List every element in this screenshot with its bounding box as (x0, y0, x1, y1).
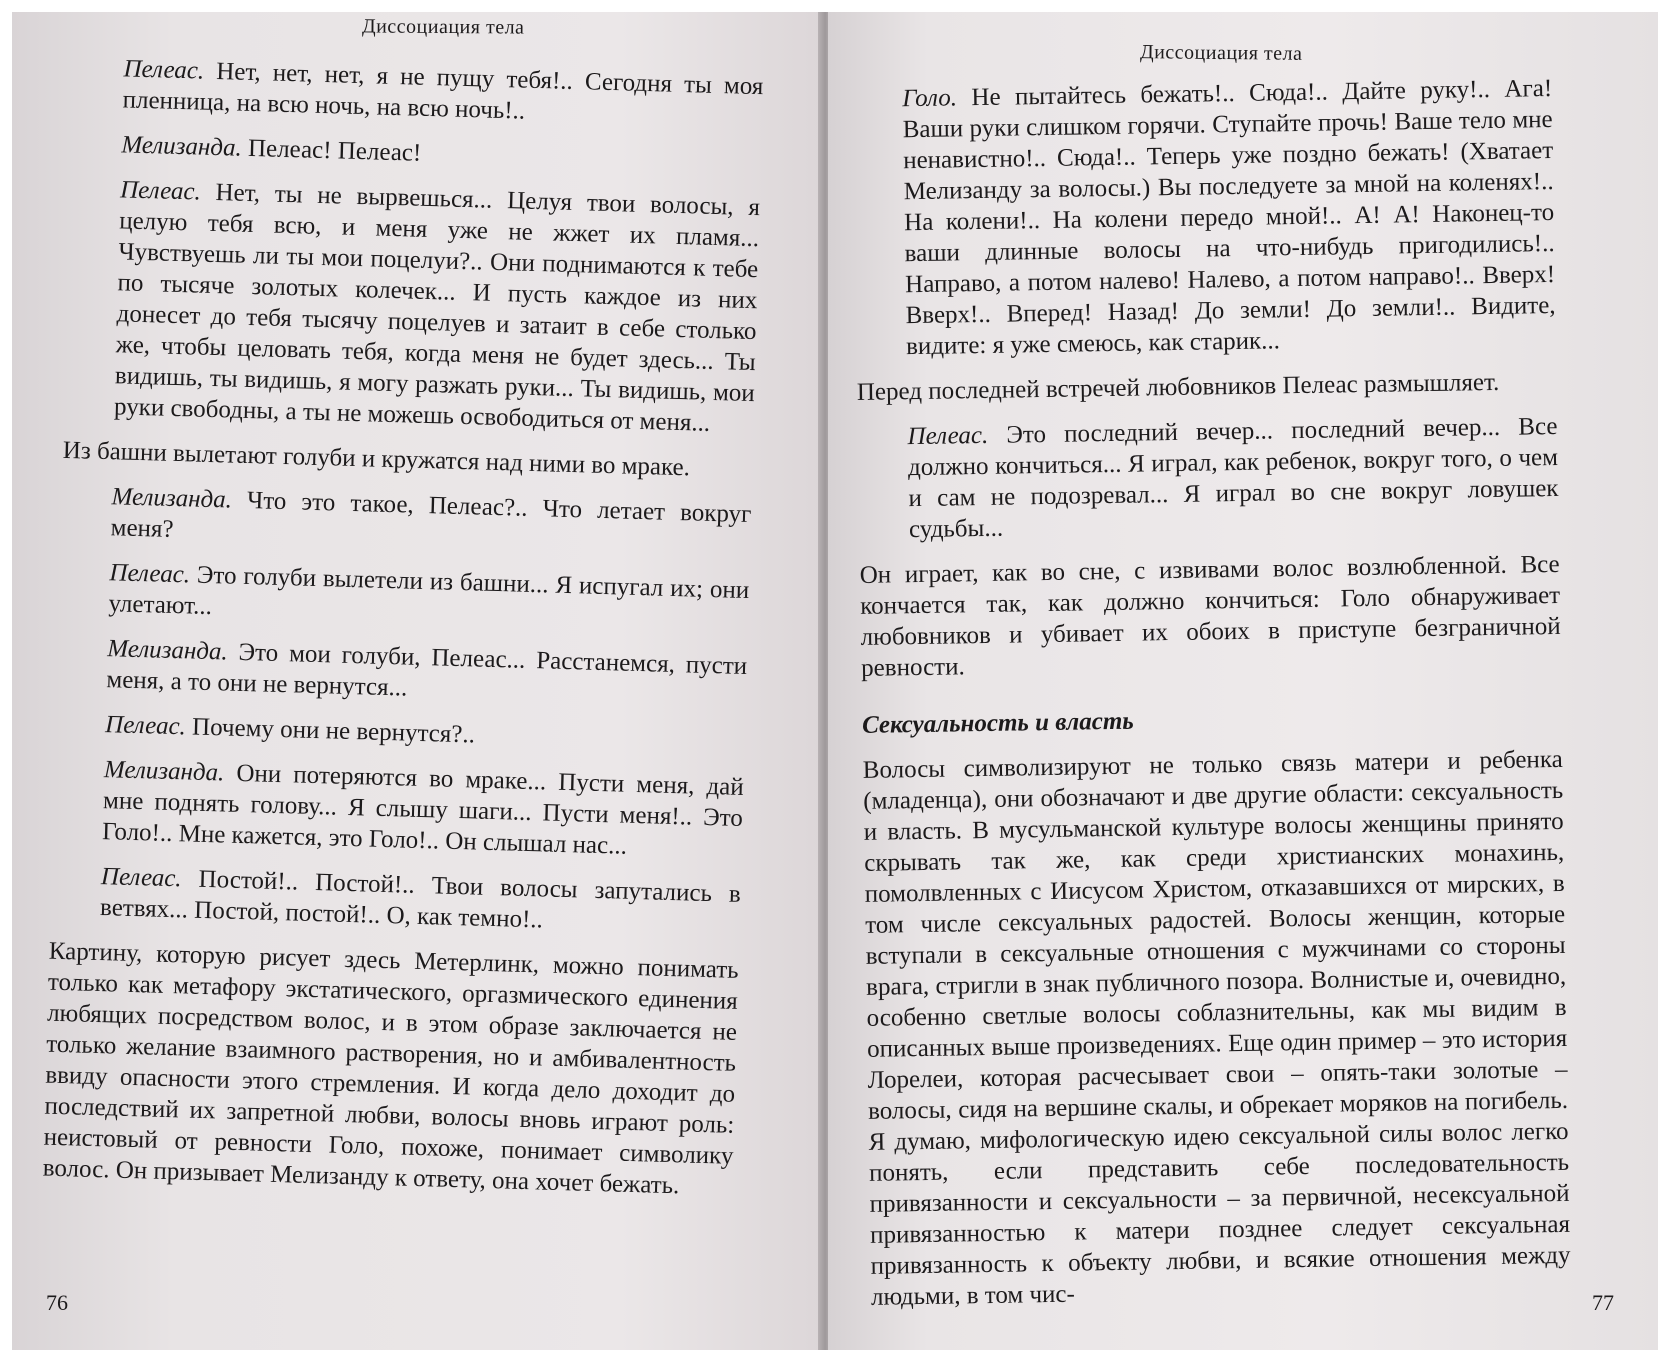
left-dialog-2 (71, 128, 762, 178)
right-dialog-1 (852, 73, 1556, 363)
right-dialog-2 (857, 411, 1559, 546)
right-body-paragraph: Волосы символизируют не только связь матери и ребенка (младенца), они обозначают и две другие области: сексуальность и власть. В мусульманской культуре волосы женщины принято скрывать так же, как среди христианских монахинь, помолвленных с Иисусом Христом, отказавшихся от мирских, в том числе сексуальных радостей. Волосы женщин, которые вступали в сексуальные отношения с мужчинами со стороны врага, стригли в знак публичного позора. Волнистые и, очевидно, особенно светлые волосы соблазнительны, как мы видим в описанных выше произведениях. Еще один пример – это история Лорелеи, которая расчесывает свои – опять-таки золотые – волосы, сидя на вершине скалы, и обрекает моряков на погибель. Я думаю, мифологическую идею сексуальной силы волос легко понять, если представить себе последовательность привязанности и сексуальности – за первичной, несексуальной привязанностью к матери позднее следует сексуальная привязанность к объекту любви, и всякие отношения между людьми, в том чис- (862, 745, 1571, 1311)
dialog-text: Нет, нет, нет, я не пущу тебя!.. Сегодня ты моя пленница, на всю ночь, на всю ночь!.. (122, 57, 764, 125)
speaker-name: Пелеас. (100, 863, 183, 893)
speaker-name: Пелеас. (907, 421, 989, 451)
left-running-head: Диссоциация тела (361, 15, 525, 39)
dialog-text: Пелеас! Пелеас! (241, 134, 422, 167)
speaker-name: Мелизанда. (111, 483, 233, 514)
speaker-name: Голо. (902, 84, 958, 113)
left-dialog-3 (64, 173, 761, 440)
left-dialog-5 (58, 556, 749, 637)
speaker-name: Пелеас. (104, 711, 187, 741)
right-narration-1: Перед последней встречей любовников Пелеас размышляет. (856, 368, 1500, 406)
dialog-text: Постой!.. Постой!.. Твои волосы запутались в ветвях... Постой, постой!.. О, как темно!.. (99, 865, 742, 934)
dialog-text: Не пытайтесь бежать!.. Сюда!.. Дайте руку!.. Ага! Ваши руки слишком горячи. Ступайте прочь! Ваше тело мне ненавистно!.. Сюда!.. Теперь уже поздно бежать! (Хватает Мелизанду за волосы.) Вы последуете за мной на коленях!.. На колени!.. На колени передо мной!.. А! А! Наконец-то ваши длинные волосы на что-нибудь пригодились!.. Направо, а потом налево! Налево, а потом направо!.. Вверх! Вверх!.. Вперед! Назад! До земли! До земли!.. Видите, видите: я уже смеюсь, как старик... (902, 75, 1556, 361)
right-text-block (852, 73, 1571, 1327)
speaker-name: Пелеас. (119, 176, 202, 206)
right-page (828, 12, 1658, 1350)
dialog-text: Это последний вечер... последний вечер... Все должно кончиться... Я играл, как ребенок, вокруг того, о чем и сам не подозревал... Я играл во сне вокруг ловушек судьбы... (907, 412, 1559, 544)
speaker-name: Пелеас. (123, 55, 205, 85)
speaker-name: Мелизанда. (121, 131, 243, 162)
left-dialog-6 (56, 632, 747, 713)
left-dialog-9 (50, 860, 741, 941)
left-narration-1: Из башни вылетают голуби и кружатся над ними во мраке. (62, 436, 691, 482)
section-heading: Сексуальность и власть (861, 707, 1134, 739)
left-narration-2: Картину, которую рисует здесь Метерлинк, можно понимать только как метафору экстатического, оргазмического единения любящих посредством волос, и в этом образе заключается не только желание взаимного растворения, но и амбивалентность ввиду опасности этого стремления. И когда дело доходит до последствий их запретной любви, волосы вновь играют роль: неистовый от ревности Голо, похоже, понимает символику волос. Он призывает Мелизанду к ответу, она хочет бежать. (42, 937, 739, 1200)
left-page-number: 76 (46, 1290, 68, 1315)
dialog-text: Почему они не вернутся?.. (185, 713, 476, 749)
speaker-name: Пелеас. (109, 559, 191, 589)
left-dialog-1 (72, 52, 763, 133)
left-page (12, 12, 824, 1350)
dialog-text: Это мои голуби, Пелеас... Расстанемся, пусти меня, а то они не вернутся... (106, 638, 748, 702)
book-spread (12, 12, 1658, 1350)
right-narration-2: Он играет, как во сне, с извивами волос возлюбленной. Все кончается так, как должно кончиться: Голо обнаруживает любовников и убивает их обоих в приступе безграничной ревности. (859, 550, 1561, 682)
left-dialog-4 (60, 480, 751, 561)
dialog-text: Это голуби вылетели из башни... Я испугал их; они улетают... (108, 561, 750, 621)
speaker-name: Мелизанда. (106, 635, 229, 666)
left-text-block (42, 52, 764, 1217)
right-page-number: 77 (1592, 1290, 1614, 1315)
dialog-text: Они потеряются во мраке... Пусти меня, дай мне поднять голову... Я слышу шаги... Пусти меня!.. Это Голо!.. Мне кажется, это Голо!.. Он слышал нас... (101, 759, 745, 860)
right-running-head: Диссоциация тела (1139, 41, 1303, 65)
left-dialog-7 (55, 708, 746, 758)
left-dialog-8 (52, 753, 744, 865)
dialog-text: Нет, ты не вырвешься... Целуя твои волосы, я целую тебя всю, и меня уже не жжет их пламя... Чувствуешь ли ты мои поцелуи?.. Они поднимаются к тебе по тысяче золотых колечек... И пусть каждое из них донесет до тебя тысячу поцелуев и затаит в себе столько же, чтобы целовать тебя, когда меня не будет здесь... Ты видишь, ты видишь, я могу разжать руки... Ты видишь, мои руки свободны, а ты не можешь освободиться от меня... (113, 178, 761, 437)
dialog-text: Что это такое, Пелеас?.. Что летает вокруг меня? (110, 486, 752, 543)
speaker-name: Мелизанда. (103, 756, 225, 787)
